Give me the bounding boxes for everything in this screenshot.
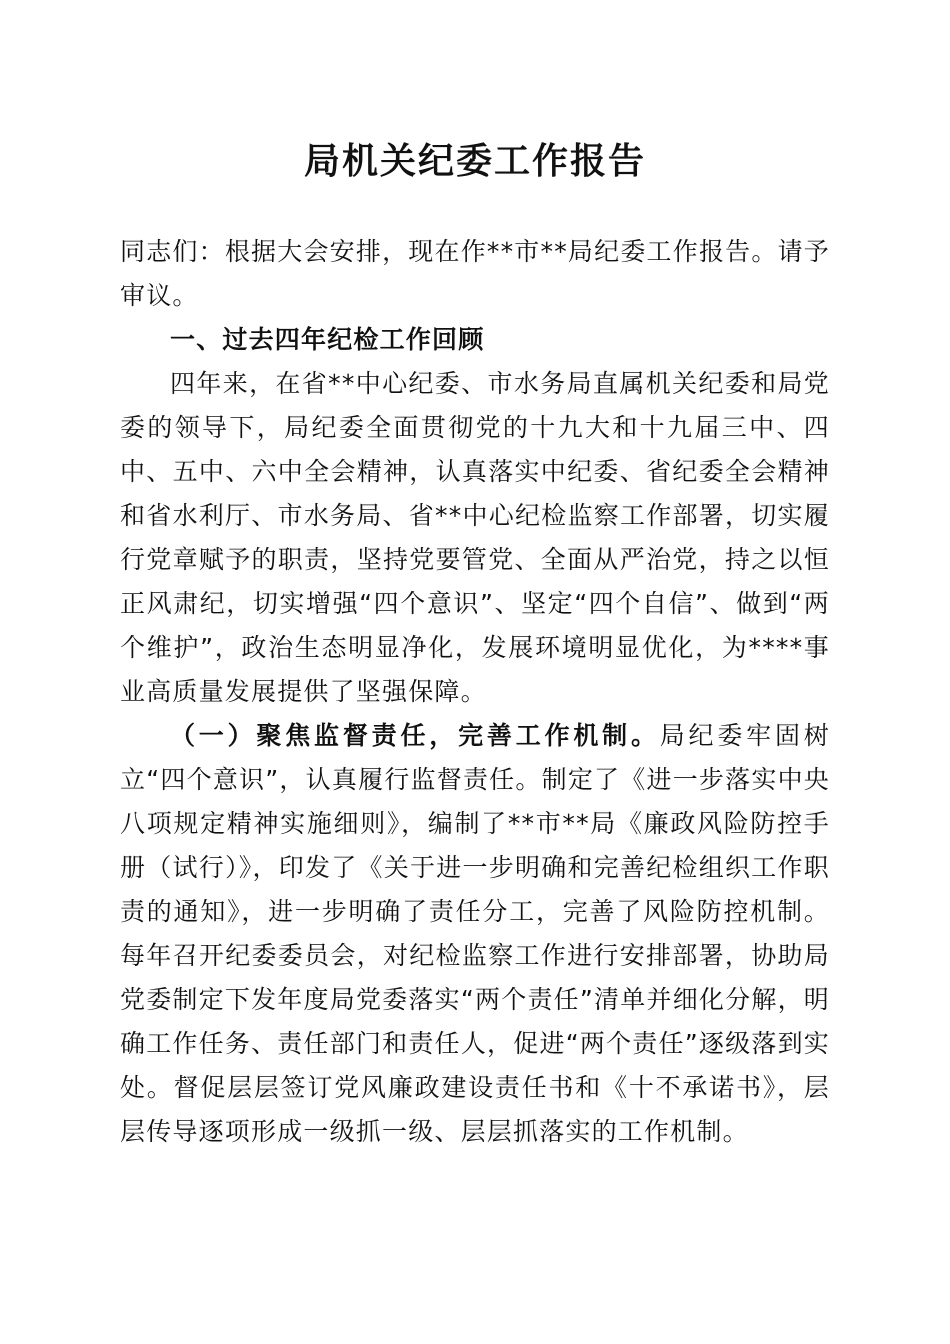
section-heading: 一、过去四年纪检工作回顾	[170, 325, 485, 354]
body-paragraph: 四年来，在省**中心纪委、市水务局直属机关纪委和局党委的领导下，局纪委全面贯彻党的十九大和十九届三中、四中、五中、六中全会精神，认真落实中纪委、省纪委全会精神和省水利厅、市水务局、省**中心纪检监察工作部署，切实履行党章赋予的职责，坚持党要管党、全面从严治党，持之以恒正风肃纪，切实增强“四个意识”、坚定“四个自信”、做到“两个维护”，政治生态明显净化，发展环境明显优化，为****事业高质量发展提供了坚强保障。	[120, 369, 830, 706]
document-body	[120, 230, 830, 1154]
subsection-lead: （一）聚焦监督责任，完善工作机制。	[170, 721, 660, 750]
subsection-paragraph	[120, 714, 830, 1154]
document-title: 局机关纪委工作报告	[303, 140, 646, 182]
subsection-body: 局纪委牢固树立“四个意识”，认真履行监督责任。制定了《进一步落实中央八项规定精神实施细则》，编制了**市**局《廉政风险防控手册（试行）》，印发了《关于进一步明确和完善纪检组织工作职责的通知》，进一步明确了责任分工，完善了风险防控机制。每年召开纪委委员会，对纪检监察工作进行安排部署，协助局党委制定下发年度局党委落实“两个责任”清单并细化分解，明确工作任务、责任部门和责任人，促进“两个责任”逐级落到实处。督促层层签订党风廉政建设责任书和《十不承诺书》，层层传导逐项形成一级抓一级、层层抓落实的工作机制。	[120, 721, 830, 1146]
greeting-paragraph: 同志们：根据大会安排，现在作**市**局纪委工作报告。请予审议。	[120, 237, 830, 310]
